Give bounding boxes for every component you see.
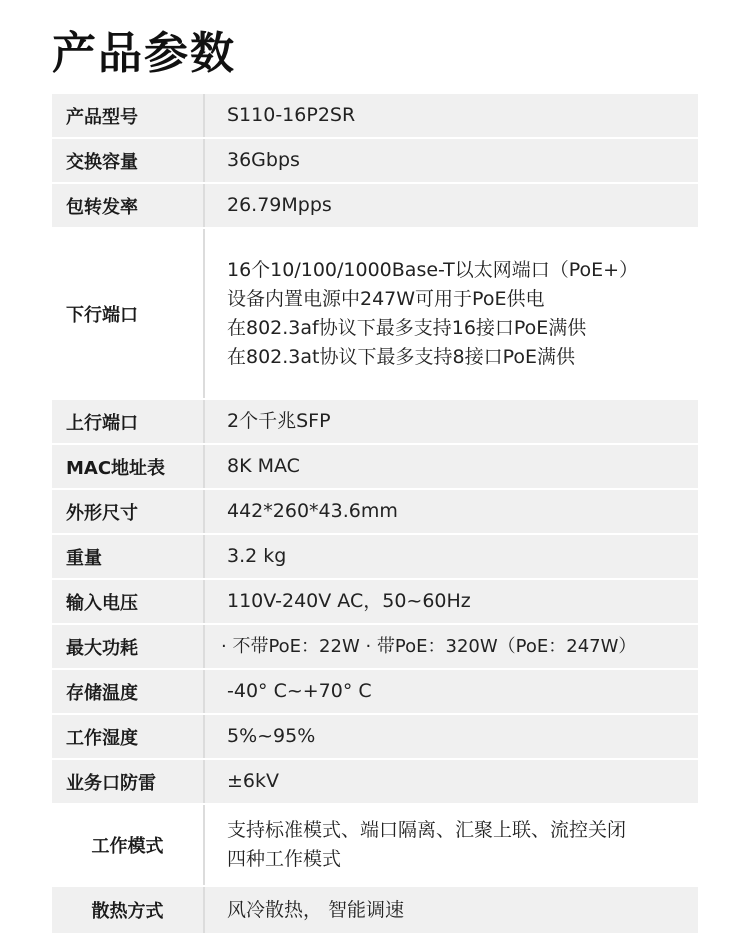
spec-label: 上行端口 [52, 400, 205, 443]
spec-value [205, 490, 698, 533]
spec-row-forwarding-rate [52, 184, 698, 229]
page-title: 产品参数 [52, 28, 236, 79]
spec-label: MAC地址表 [52, 445, 205, 488]
spec-label: 交换容量 [52, 139, 205, 182]
spec-row-cooling [52, 887, 698, 935]
spec-value-line: S110-16P2SR [227, 104, 356, 126]
spec-row-switching-capacity [52, 139, 698, 184]
spec-value-line: 26.79Mpps [227, 194, 332, 216]
spec-value-line: -40° C~+70° C [227, 680, 372, 702]
spec-table [52, 94, 698, 935]
spec-label: 工作模式 [52, 805, 205, 885]
spec-value [205, 445, 698, 488]
spec-row-input-voltage [52, 580, 698, 625]
spec-label: 外形尺寸 [52, 490, 205, 533]
spec-value [205, 94, 698, 137]
spec-value-line: 16个10/100/1000Base-T以太网端口（PoE+） [227, 258, 639, 281]
spec-value-line: 风冷散热， 智能调速 [227, 898, 405, 921]
spec-value-line: 5%~95% [227, 725, 316, 747]
spec-value [205, 535, 698, 578]
spec-value-line: 442*260*43.6mm [227, 500, 398, 522]
spec-label: 重量 [52, 535, 205, 578]
spec-row-uplink-ports [52, 400, 698, 445]
spec-label: 工作湿度 [52, 715, 205, 758]
spec-row-surge-protection [52, 760, 698, 805]
spec-label: 业务口防雷 [52, 760, 205, 803]
spec-row-model [52, 94, 698, 139]
spec-value-line: ±6kV [227, 770, 280, 792]
spec-value-line: 2个千兆SFP [227, 410, 331, 432]
spec-value-line: 在802.3af协议下最多支持16接口PoE满供 [227, 316, 587, 339]
spec-value-line: 36Gbps [227, 149, 300, 171]
spec-value-line: 设备内置电源中247W可用于PoE供电 [227, 287, 545, 310]
spec-value [205, 670, 698, 713]
spec-label: 下行端口 [52, 229, 205, 398]
spec-row-mac-table [52, 445, 698, 490]
spec-value [205, 139, 698, 182]
spec-value [205, 184, 698, 227]
spec-value [205, 229, 698, 398]
spec-value-line: 110V-240V AC，50~60Hz [227, 590, 471, 612]
spec-value [205, 715, 698, 758]
spec-row-downlink-ports [52, 229, 698, 400]
spec-value [205, 887, 698, 933]
spec-row-dimensions [52, 490, 698, 535]
spec-label: 产品型号 [52, 94, 205, 137]
spec-value-line: 四种工作模式 [227, 848, 342, 870]
spec-value-line: 8K MAC [227, 455, 300, 477]
spec-label: 散热方式 [52, 887, 205, 933]
spec-value [205, 760, 698, 803]
spec-row-working-mode [52, 805, 698, 887]
spec-label: 输入电压 [52, 580, 205, 623]
spec-value-line: 3.2 kg [227, 545, 287, 567]
spec-row-weight [52, 535, 698, 580]
spec-value-line: 支持标准模式、端口隔离、汇聚上联、流控关闭 [227, 819, 627, 841]
spec-value-line: 在802.3at协议下最多支持8接口PoE满供 [227, 345, 575, 368]
spec-row-max-power [52, 625, 698, 670]
spec-value [205, 400, 698, 443]
spec-row-storage-temperature [52, 670, 698, 715]
spec-label: 存储温度 [52, 670, 205, 713]
spec-label: 包转发率 [52, 184, 205, 227]
spec-value [205, 625, 698, 668]
spec-label: 最大功耗 [52, 625, 205, 668]
spec-row-operating-humidity [52, 715, 698, 760]
spec-value [205, 805, 698, 885]
spec-value-line: · 不带PoE：22W · 带PoE：320W（PoE：247W） [221, 636, 637, 657]
spec-value [205, 580, 698, 623]
